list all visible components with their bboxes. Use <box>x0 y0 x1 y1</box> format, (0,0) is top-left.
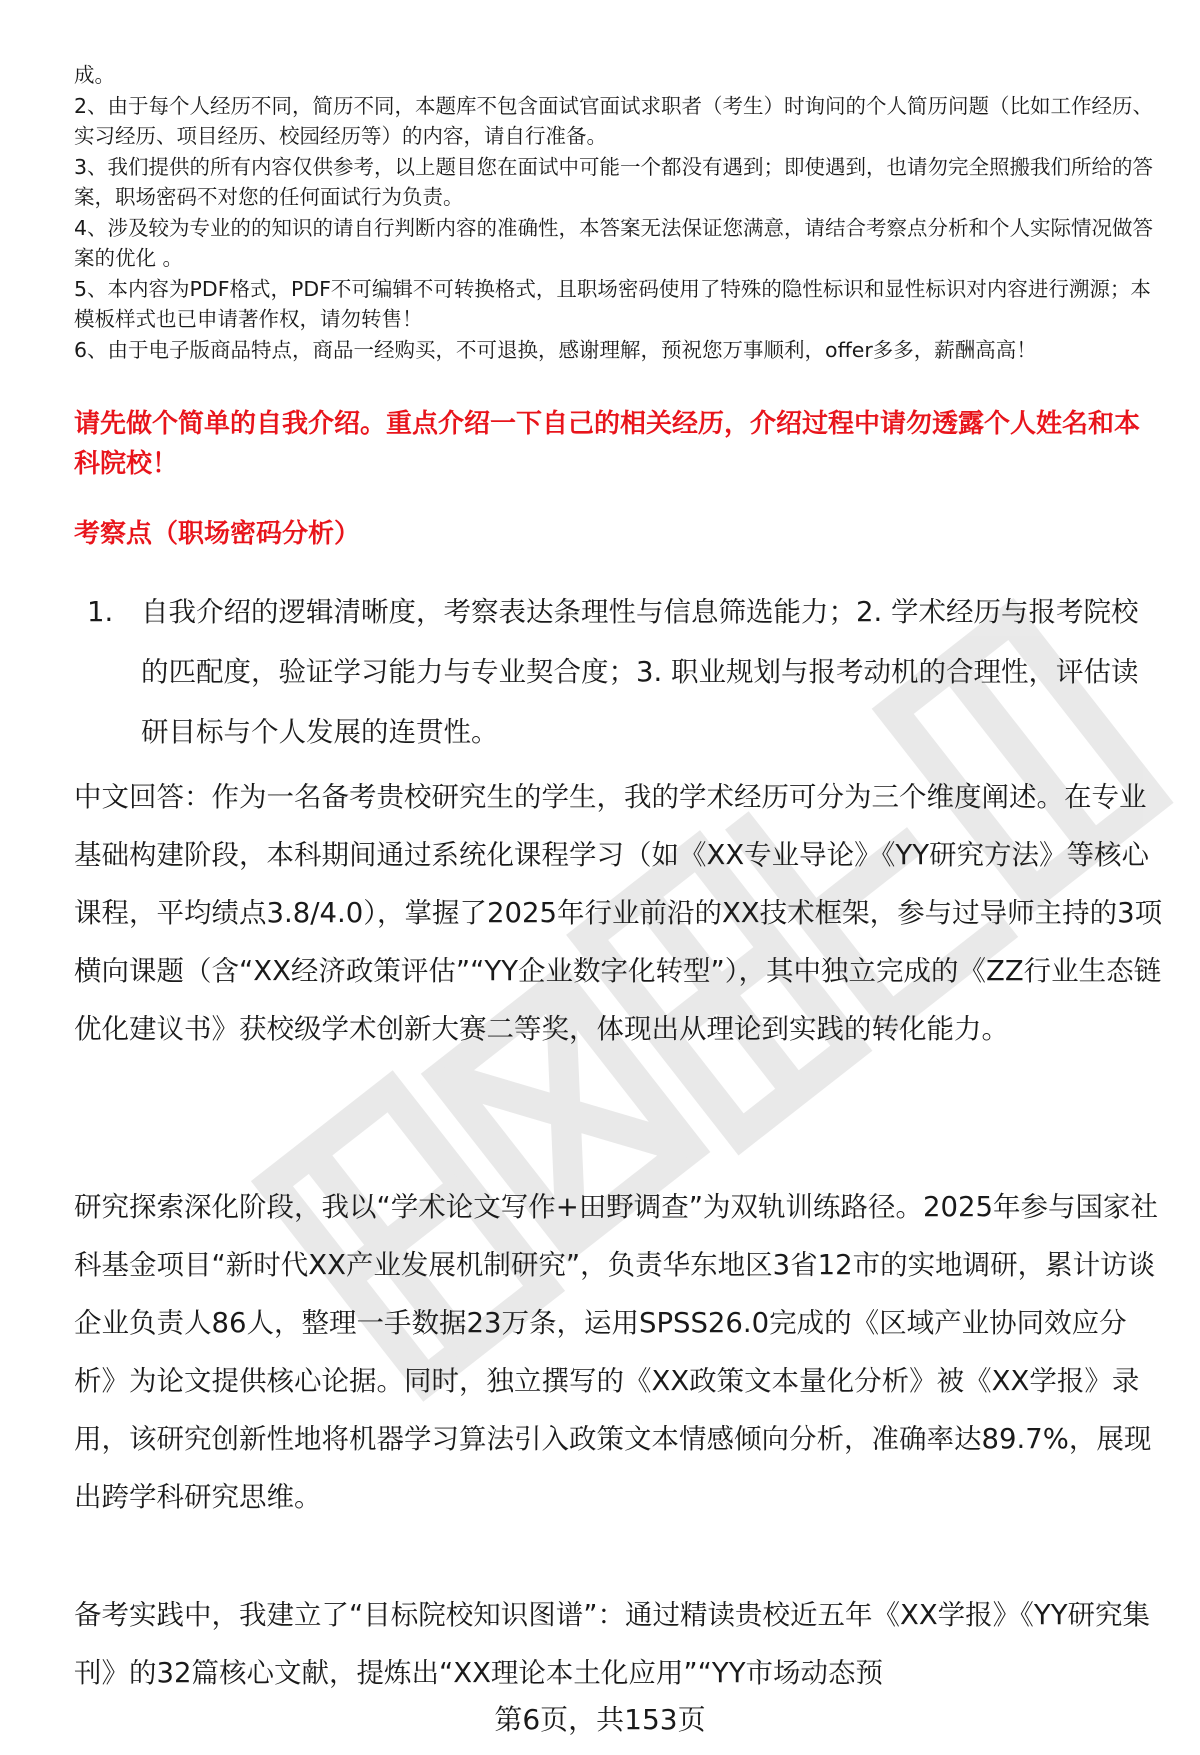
answer-paragraph: 中文回答：作为一名备考贵校研究生的学生，我的学术经历可分为三个维度阐述。在专业基础构建阶段，本科期间通过系统化课程学习（如《XX专业导论》《YY研究方法》等核心课程，平均绩点3.8/4.0），掌握了2025年行业前沿的XX技术框架，参与过导师主持的3项横向课题（含“XX经济政策评估”“YY企业数字化转型”），其中独立完成的《ZZ行业生态链优化建议书》获校级学术创新大赛二等奖，体现出从理论到实践的转化能力。 <box>74 781 1163 1045</box>
page-number-footer: 第6页，共153页 <box>494 1703 706 1736</box>
list-item-text: 自我介绍的逻辑清晰度，考察表达条理性与信息筛选能力；2. 学术经历与报考院校的匹配度，验证学习能力与专业契合度；3. 职业规划与报考动机的合理性，评估读研目标与个人发展的连贯性。 <box>141 596 1139 748</box>
answer-paragraph: 研究探索深化阶段，我以“学术论文写作+田野调查”为双轨训练路径。2025年参与国家社科基金项目“新时代XX产业发展机制研究”，负责华东地区3省12市的实地调研，累计访谈企业负责人86人，整理一手数据23万条，运用SPSS26.0完成的《区域产业协同效应分析》为论文提供核心论据。同时，独立撰写的《XX政策文本量化分析》被《XX学报》录用，该研究创新性地将机器学习算法引入政策文本情感倾向分析，准确率达89.7%，展现出跨学科研究思维。 <box>74 1191 1159 1513</box>
disclaimer-notes <box>74 60 1164 365</box>
note-line: 2、由于每个人经历不同，简历不同，本题库不包含面试官面试求职者（考生）时询问的个人简历问题（比如工作经历、实习经历、项目经历、校园经历等）的内容，请自行准备。 <box>74 93 1154 148</box>
note-line: 4、涉及较为专业的的知识的请自行判断内容的准确性，本答案无法保证您满意，请结合考察点分析和个人实际情况做答案的优化 。 <box>74 215 1154 270</box>
list-item <box>74 582 1164 762</box>
answer-paragraph: 备考实践中，我建立了“目标院校知识图谱”：通过精读贵校近五年《XX学报》《YY研究集刊》的32篇核心文献，提炼出“XX理论本土化应用”“YY市场动态预 <box>74 1599 1151 1689</box>
note-line: 5、本内容为PDF格式，PDF不可编辑不可转换格式，且职场密码使用了特殊的隐性标识和显性标识对内容进行溯源；本模板样式也已申请著作权，请勿转售！ <box>74 276 1151 331</box>
note-line: 3、我们提供的所有内容仅供参考，以上题目您在面试中可能一个都没有遇到；即使遇到，也请勿完全照搬我们所给的答案，职场密码不对您的任何面试行为负责。 <box>74 154 1154 209</box>
note-line: 6、由于电子版商品特点，商品一经购买，不可退换，感谢理解，预祝您万事顺利，offer多多，薪酬高高！ <box>74 337 1037 362</box>
assessment-points-heading: 考察点（职场密码分析） <box>74 519 361 549</box>
note-line: 成。 <box>74 63 115 87</box>
interview-question: 请先做个简单的自我介绍。重点介绍一下自己的相关经历，介绍过程中请勿透露个人姓名和本科院校！ <box>74 409 1141 479</box>
assessment-points-list <box>74 582 1164 762</box>
list-item-number: 1. <box>87 596 114 628</box>
